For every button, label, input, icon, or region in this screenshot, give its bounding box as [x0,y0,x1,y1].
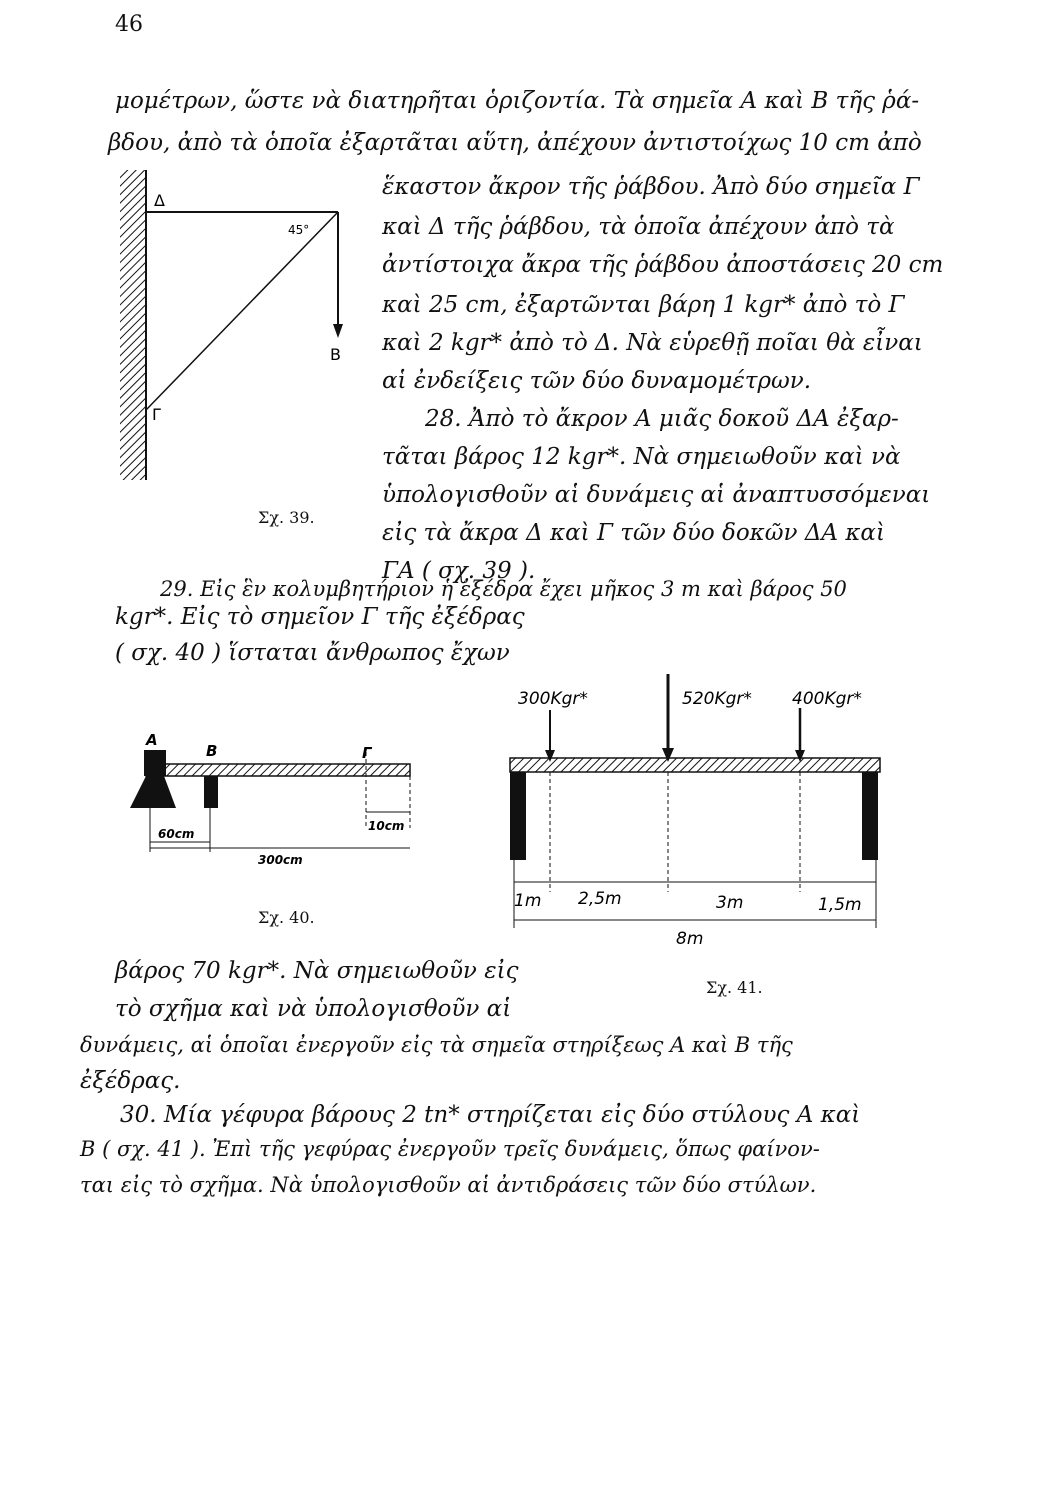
text-line-20: ἐξέδρας. [80,1068,181,1094]
text-line-4: καὶ Δ τῆς ῥάβδου, τὰ ὁποῖα ἀπέχουν ἀπὸ τὰ [382,214,895,240]
dim-2-5m: 2,5m [578,889,622,909]
dim-3m: 3m [716,893,744,913]
dim-1m: 1m [514,891,542,911]
text-line-9: 28. Ἀπὸ τὸ ἄκρον Α μιᾶς δοκοῦ ΔΑ ἐξαρ- [425,406,899,432]
text-line-18: τὸ σχῆμα καὶ νὰ ὑπολογισθοῦν αἱ [115,996,512,1022]
page-number: 46 [115,12,143,37]
force-400: 400Kgr* [792,689,862,709]
label-b: B [330,345,341,364]
text-line-17: βάρος 70 kgr*. Νὰ σημειωθοῦν εἰς [115,958,519,984]
dim-10cm: 10cm [368,819,405,833]
text-line-11: ὑπολογισθοῦν αἱ δυνάμεις αἱ ἀναπτυσσόμεναι [382,482,931,508]
text-line-1: μομέτρων, ὥστε νὰ διατηρῆται ὁριζοντία. Τὰ σημεῖα Α καὶ Β τῆς ῥά- [115,88,920,114]
dim-300cm: 300cm [258,853,303,867]
label-gamma-fig40: Γ [362,744,372,762]
dim-8m: 8m [676,929,704,949]
dim-60cm: 60cm [158,827,195,841]
label-a: A [146,731,158,749]
text-line-23: ται εἰς τὸ σχῆμα. Νὰ ὑπολογισθοῦν αἱ ἀντιδράσεις τῶν δύο στύλων. [80,1173,817,1197]
force-520: 520Kgr* [682,689,752,709]
text-line-19: δυνάμεις, αἱ ὁποῖαι ἐνεργοῦν εἰς τὰ σημεῖα στηρίξεως Α καὶ Β τῆς [80,1033,793,1057]
text-line-10: τᾶται βάρος 12 kgr*. Νὰ σημειωθοῦν καὶ νὰ [382,444,901,470]
text-line-15: kgr*. Εἰς τὸ σημεῖον Γ τῆς ἐξέδρας [115,604,525,630]
column-b [862,772,878,860]
text-line-8: αἱ ἐνδείξεις τῶν δύο δυναμομέτρων. [382,368,812,394]
text-line-21: 30. Μία γέφυρα βάρους 2 tn* στηρίζεται εἰς δύο στύλους Α καὶ [120,1102,861,1128]
text-line-16: ( σχ. 40 ) ἵσταται ἄνθρωπος ἔχων [115,640,510,666]
text-line-12: εἰς τὰ ἄκρα Δ καὶ Γ τῶν δύο δοκῶν ΔΑ καὶ [382,520,885,546]
column-a [510,772,526,860]
text-line-14: 29. Εἰς ἓν κολυμβητήριον ἡ ἐξέδρα ἔχει μῆκος 3 m καὶ βάρος 50 [160,577,847,601]
bridge-deck [510,758,880,772]
caption-fig40: Σχ. 40. [258,908,315,927]
label-gamma: Γ [152,405,161,424]
force-300: 300Kgr* [518,689,588,709]
text-line-5: ἀντίστοιχα ἄκρα τῆς ῥάβδου ἀποστάσεις 20 cm [382,252,944,278]
text-line-22: Β ( σχ. 41 ). Ἐπὶ τῆς γεφύρας ἐνεργοῦν τρεῖς δυνάμεις, ὅπως φαίνον- [80,1137,820,1161]
caption-fig41: Σχ. 41. [706,978,763,997]
label-angle: 45° [288,223,310,237]
text-line-2: βδου, ἀπὸ τὰ ὁποῖα ἐξαρτᾶται αὕτη, ἀπέχουν ἀντιστοίχως 10 cm ἀπὸ [108,130,922,156]
caption-fig39: Σχ. 39. [258,508,315,527]
dim-1-5m: 1,5m [818,895,862,915]
text-line-13: ΓΑ ( σχ. 39 ). [382,558,536,584]
text-line-6: καὶ 25 cm, ἐξαρτῶνται βάρη 1 kgr* ἀπὸ τὸ Γ [382,292,905,318]
label-b-fig40: B [206,742,218,760]
text-line-3: ἕκαστον ἄκρον τῆς ῥάβδου. Ἀπὸ δύο σημεῖα Γ [382,174,920,200]
text-line-7: καὶ 2 kgr* ἀπὸ τὸ Δ. Νὰ εὑρεθῇ ποῖαι θὰ εἶναι [382,330,923,356]
label-delta: Δ [154,191,165,210]
